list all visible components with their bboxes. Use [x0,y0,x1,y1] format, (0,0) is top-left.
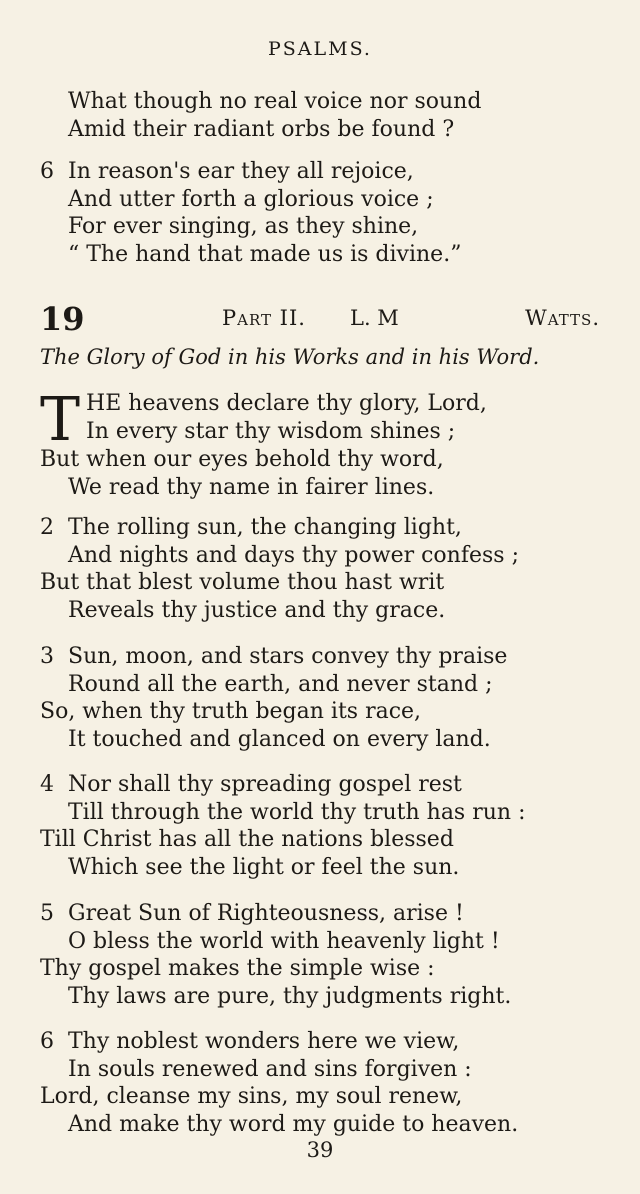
verse-line: O bless the world with heavenly light ! [68,928,500,954]
prev-stanza-1 [40,88,620,143]
verse-line: We read thy name in fairer lines. [68,474,435,500]
verse-line-numbered [40,514,620,542]
verse-line: And utter forth a glorious voice ; [68,186,434,212]
drop-cap: T [40,385,81,455]
verse-line: Reveals thy justice and thy grace. [68,597,446,623]
verse-text: Nor shall thy spreading gospel rest [68,772,462,797]
verse-line-numbered [40,900,620,928]
verse-line: What though no real voice nor sound [68,89,482,114]
verse-text: Thy noblest wonders here we view, [68,1029,460,1054]
verse-line: In souls renewed and sins forgiven : [68,1056,472,1082]
running-head: PSALMS. [268,38,372,60]
stanza-number: 4 [40,772,54,797]
verse-line: In every star thy wisdom shines ; [86,418,456,444]
verse-line: And nights and days thy power confess ; [68,542,519,568]
verse-line-numbered [40,771,620,799]
verse-line: “ The hand that made us is divine.” [68,241,462,267]
verse-line: And make thy word my guide to heaven. [68,1111,519,1137]
stanza-5 [40,900,620,1010]
prev-stanza-6 [40,158,620,268]
verse-line: But when our eyes behold thy word, [40,447,444,472]
hymn-author: Watts. [525,306,600,330]
hymn-subtitle: The Glory of God in his Works and in his Word. [40,345,540,369]
verse-line: Round all the earth, and never stand ; [68,671,493,697]
stanza-number: 3 [40,644,54,669]
verse-line-numbered [40,643,620,671]
verse-text: In reason's ear they all rejoice, [68,159,414,184]
hymn-number: 19 [40,300,85,338]
stanza-number: 5 [40,901,54,926]
verse-line: HE heavens declare thy glory, Lord, [86,391,487,416]
verse-line: Till Christ has all the nations blessed [40,827,454,852]
stanza-6 [40,1028,620,1138]
stanza-number: 2 [40,515,54,540]
hymn-header [40,300,600,340]
page-number: 39 [306,1138,334,1162]
verse-text: The rolling sun, the changing light, [68,515,462,540]
verse-line: It touched and glanced on every land. [68,726,491,752]
verse-line: Thy gospel makes the simple wise : [40,956,435,981]
stanza-2 [40,514,620,624]
stanza-number: 6 [40,159,54,184]
verse-line: Which see the light or feel the sun. [68,854,460,880]
verse-line: Till through the world thy truth has run : [68,799,526,825]
stanza-3 [40,643,620,753]
verse-line-numbered [40,158,620,186]
verse-line-numbered [40,1028,620,1056]
verse-text: Great Sun of Righteousness, arise ! [68,901,464,926]
verse-line: For ever singing, as they shine, [68,214,419,239]
stanza-1 [40,385,620,501]
verse-line: Thy laws are pure, thy judgments right. [68,983,512,1009]
verse-line: Amid their radiant orbs be found ? [68,116,455,142]
stanza-4 [40,771,620,881]
verse-text: Sun, moon, and stars convey thy praise [68,644,508,669]
verse-line: So, when thy truth began its race, [40,699,422,724]
hymn-part: Part II. [222,306,306,330]
verse-line: But that blest volume thou hast writ [40,570,445,595]
hymn-meter: L. M [350,306,399,330]
stanza-number: 6 [40,1029,54,1054]
verse-line: Lord, cleanse my sins, my soul renew, [40,1084,463,1109]
